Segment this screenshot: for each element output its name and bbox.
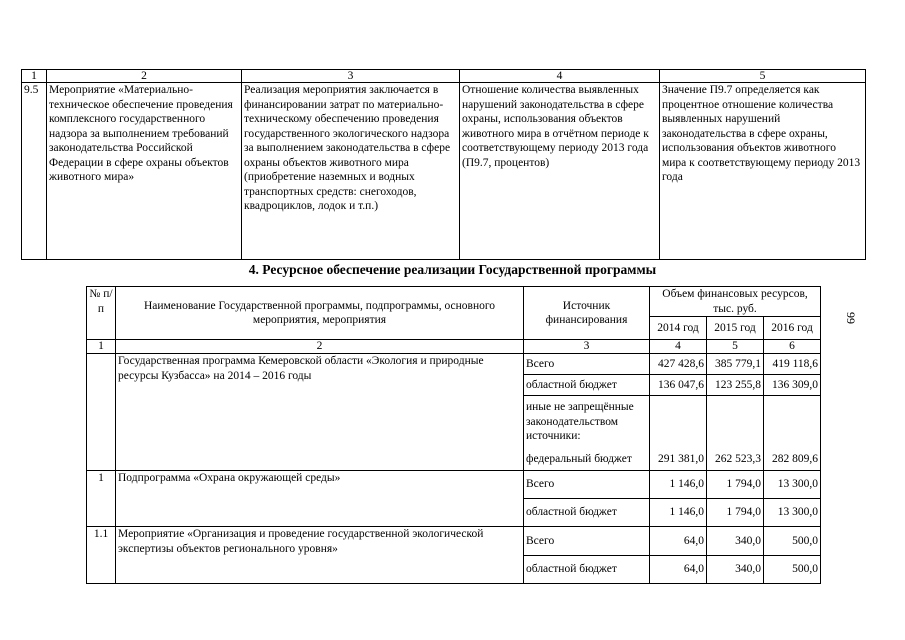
funding-source: областной бюджет (524, 499, 650, 527)
amount-2015: 385 779,1 (707, 354, 764, 375)
amount-2016: 500,0 (764, 556, 821, 584)
amount-2015: 340,0 (707, 556, 764, 584)
amount-2014: 427 428,6 (650, 354, 707, 375)
header-row (87, 287, 821, 317)
header-volume: Объем финансовых ресурсов, тыс. руб. (650, 287, 821, 317)
column-number: 4 (650, 340, 707, 354)
header-year: 2015 год (707, 317, 764, 340)
column-number-row (87, 340, 821, 354)
amount-2014: 136 047,6 (650, 375, 707, 396)
amount-2014: 64,0 (650, 527, 707, 556)
column-number: 5 (660, 70, 866, 83)
indicator-method: Значение П9.7 определяется как процентное отношение количества выявленных нарушений законодательства в сфере охраны, использования объектов животного мира к соответствующему периоду 2013 года (660, 83, 866, 260)
column-number: 4 (460, 70, 660, 83)
amount-2016: 13 300,0 (764, 499, 821, 527)
program-name: Государственная программа Кемеровской области «Экология и природные ресурсы Кузбасса» на 2014 – 2016 годы (116, 354, 524, 471)
amount-2016: 419 118,6 (764, 354, 821, 375)
amount-2015: 1 794,0 (707, 471, 764, 499)
amount-2014: 64,0 (650, 556, 707, 584)
row-number: 1 (87, 471, 116, 527)
funding-source: Всего (524, 354, 650, 375)
activity-description: Реализация мероприятия заключается в финансировании затрат по материально-техническому обеспечению проведения государственного экологического надзора за выполнением законодательства в сфере охраны объектов животного мира (приобретение наземных и водных транспортных средств: снегоходов, квадроциклов, лодок и т.п.) (242, 83, 460, 260)
funding-source: Всего (524, 471, 650, 499)
column-number: 5 (707, 340, 764, 354)
column-number-row (22, 70, 866, 83)
page-number: 99 (844, 312, 858, 324)
header-name: Наименование Государственной программы, подпрограммы, основного мероприятия, мероприятия (116, 287, 524, 340)
funding-source: Всего (524, 527, 650, 556)
subprogram-name: Подпрограмма «Охрана окружающей среды» (116, 471, 524, 527)
amount-2014: 1 146,0 (650, 499, 707, 527)
table-row (87, 527, 821, 556)
amount-2015: 123 255,8 (707, 375, 764, 396)
column-number: 3 (524, 340, 650, 354)
column-number: 2 (116, 340, 524, 354)
amount-2016: 282 809,6 (764, 396, 821, 471)
table-row (87, 354, 821, 375)
amount-2016: 136 309,0 (764, 375, 821, 396)
column-number: 3 (242, 70, 460, 83)
column-number: 6 (764, 340, 821, 354)
amount-2016: 13 300,0 (764, 471, 821, 499)
funding-source: областной бюджет (524, 556, 650, 584)
table-row (87, 471, 821, 499)
amount-2015: 262 523,3 (707, 396, 764, 471)
row-number: 1.1 (87, 527, 116, 584)
amount-2015: 340,0 (707, 527, 764, 556)
resource-table (86, 286, 821, 584)
amount-2015: 1 794,0 (707, 499, 764, 527)
column-number: 1 (87, 340, 116, 354)
header-year: 2014 год (650, 317, 707, 340)
amount-2016: 500,0 (764, 527, 821, 556)
funding-source: иные не запрещённые законодательством источники: (524, 396, 650, 449)
section-title: 4. Ресурсное обеспечение реализации Государственной программы (248, 262, 657, 277)
header-num: № п/п (87, 287, 116, 340)
indicator-name: Отношение количества выявленных нарушений законодательства в сфере охраны, использования объектов животного мира в отчётном периоде к соответствующему периоду 2013 года (П9.7, процентов) (460, 83, 660, 260)
row-number: 9.5 (22, 83, 47, 260)
header-year: 2016 год (764, 317, 821, 340)
funding-source: областной бюджет (524, 375, 650, 396)
funding-source: федеральный бюджет (524, 448, 650, 471)
amount-2014: 291 381,0 (650, 396, 707, 471)
activities-table (21, 69, 866, 260)
row-number (87, 354, 116, 471)
header-source: Источник финансирования (524, 287, 650, 340)
amount-2014: 1 146,0 (650, 471, 707, 499)
column-number: 1 (22, 70, 47, 83)
column-number: 2 (47, 70, 242, 83)
activity-name: Мероприятие «Материально-техническое обеспечение проведения комплексного государственного надзора за выполнением требований законодательства Российской Федерации в сфере охраны объектов животного мира» (47, 83, 242, 260)
activity-name: Мероприятие «Организация и проведение государственной экологической экспертизы объектов регионального уровня» (116, 527, 524, 584)
table-row (22, 83, 866, 260)
